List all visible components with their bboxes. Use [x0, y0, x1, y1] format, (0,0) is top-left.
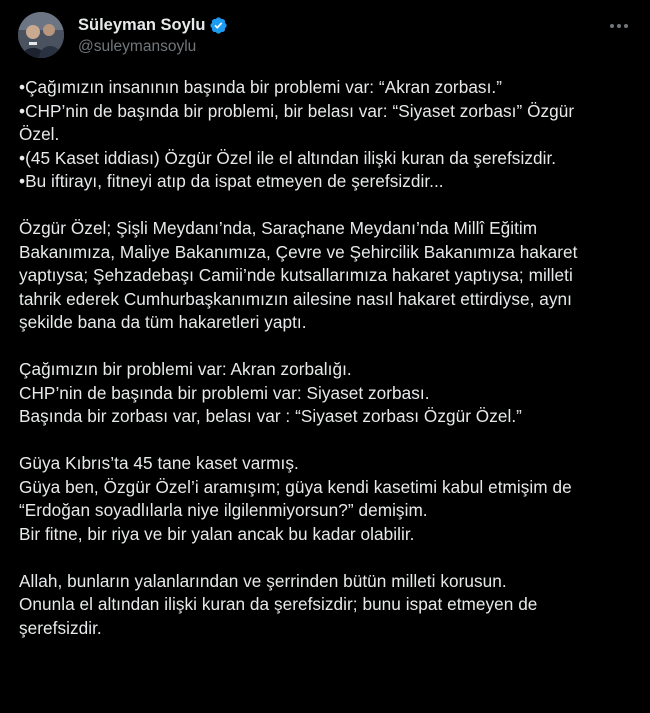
tweet-line: CHP’nin de başında bir problemi var: Siyaset zorbası.	[19, 382, 430, 403]
tweet-line: Çağımızın bir problemi var: Akran zorbalığı.	[19, 359, 352, 379]
tweet-line: tahrik ederek Cumhurbaşkanımızın ailesine nasıl hakaret ettirdiyse, aynı	[19, 288, 572, 309]
tweet-text	[19, 76, 639, 640]
tweet-line: •CHP’nin de başında bir problemi, bir belası var: “Siyaset zorbası” Özgür	[19, 100, 575, 121]
verified-badge-icon	[209, 16, 228, 35]
tweet-header	[18, 10, 632, 64]
tweet-line: •Bu iftirayı, fitneyi atıp da ispat etmeyen de şerefsizdir...	[19, 171, 444, 191]
tweet-paragraph	[19, 452, 639, 546]
tweet-line: Bakanımıza, Maliye Bakanımıza, Çevre ve Şehircilik Bakanımıza hakaret	[19, 241, 578, 262]
tweet-line: •Çağımızın insanının başında bir problemi var: “Akran zorbası.”	[19, 77, 502, 97]
author-display-name[interactable]: Süleyman Soylu	[78, 15, 206, 34]
tweet-paragraph	[19, 358, 639, 429]
tweet-line: şerefsizdir.	[19, 617, 102, 638]
author-handle[interactable]: @suleymansoylu	[78, 38, 197, 55]
tweet-line: “Erdoğan soyadlılarla niye ilgilenmiyorsun?” demişim.	[19, 500, 428, 520]
tweet-paragraph	[19, 570, 639, 641]
tweet-line: şekilde bana da tüm hakaretleri yaptı.	[19, 312, 307, 332]
tweet-line: Özel.	[19, 124, 60, 144]
tweet-line: Başında bir zorbası var, belası var : “Siyaset zorbası Özgür Özel.”	[19, 406, 522, 426]
tweet-line: Allah, bunların yalanlarından ve şerrinden bütün milleti korusun.	[19, 570, 507, 591]
display-name-row	[78, 14, 228, 36]
more-options-icon[interactable]	[606, 16, 632, 36]
avatar-image	[18, 12, 64, 58]
tweet-line: Bir fitne, bir riya ve bir yalan ancak bu kadar olabilir.	[19, 523, 415, 544]
tweet-line: Özgür Özel; Şişli Meydanı’nda, Saraçhane Meydanı’nda Millî Eğitim	[19, 218, 538, 238]
tweet-line: •(45 Kaset iddiası) Özgür Özel ile el altından ilişki kuran da şerefsizdir.	[19, 147, 557, 168]
tweet-line: yaptıysa; Şehzadebaşı Camii’nde kutsallarımıza hakaret yaptıysa; milleti	[19, 265, 573, 285]
tweet-line: Onunla el altından ilişki kuran da şerefsizdir; bunu ispat etmeyen de	[19, 594, 538, 614]
tweet-line: Güya Kıbrıs’ta 45 tane kaset varmış.	[19, 453, 299, 473]
avatar[interactable]	[18, 12, 64, 58]
tweet-paragraph	[19, 217, 639, 335]
tweet-line: Güya ben, Özgür Özel’i aramışım; güya kendi kasetimi kabul etmişim de	[19, 476, 572, 497]
tweet-paragraph	[19, 76, 639, 194]
author-names	[78, 14, 228, 56]
